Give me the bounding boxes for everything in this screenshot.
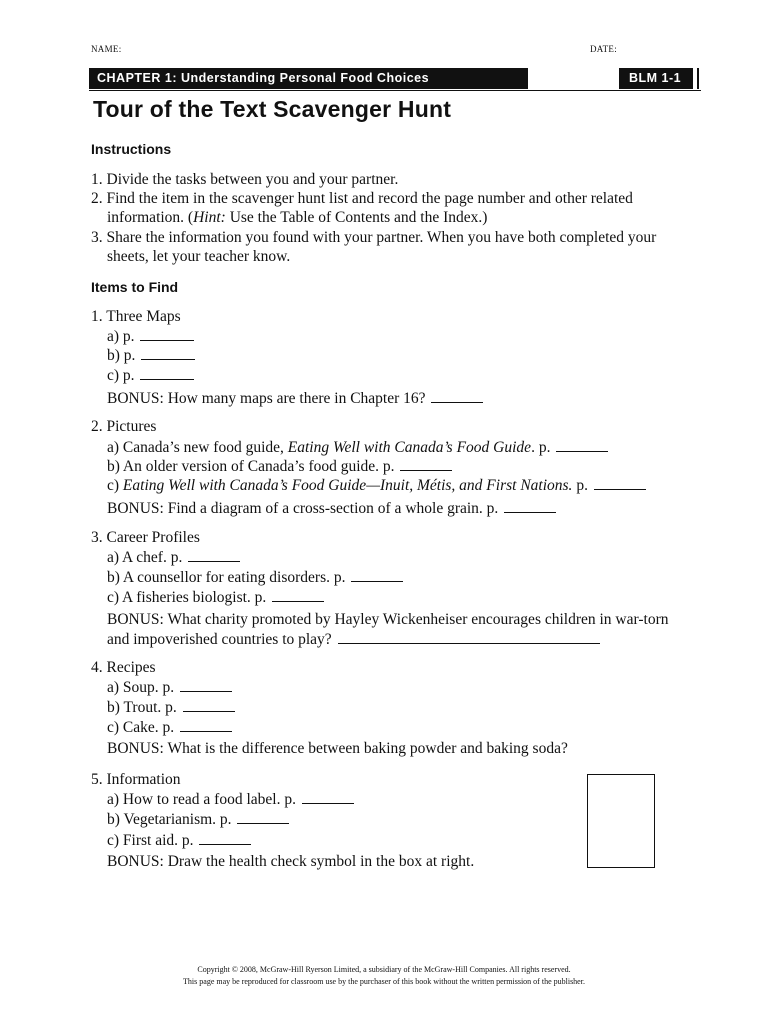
- health-check-drawing-box[interactable]: [587, 774, 655, 868]
- instruction-3: 3. Share the information you found with your partner. When you have both completed your: [91, 229, 657, 246]
- information-item-b: [107, 810, 289, 829]
- answer-blank[interactable]: [180, 719, 232, 732]
- pictures-item-a: [107, 438, 608, 457]
- pictures-c-page: p.: [572, 477, 588, 494]
- pictures-a-text: a) Canada’s new food guide,: [107, 439, 288, 456]
- recipes-c-text: c) Cake. p.: [107, 719, 175, 736]
- pictures-bonus: [107, 499, 556, 518]
- careers-bonus-cont: [107, 630, 600, 649]
- careers-bonus: BONUS: What charity promoted by Hayley Wickenheiser encourages children in war-torn: [107, 611, 669, 628]
- answer-blank[interactable]: [140, 328, 194, 341]
- information-item-a: [107, 790, 354, 809]
- recipes-title: 4. Recipes: [91, 659, 156, 676]
- maps-c-label: c) p.: [107, 367, 135, 384]
- instruction-1: 1. Divide the tasks between you and your partner.: [91, 171, 399, 188]
- reproduction-notice: This page may be reproduced for classroom use by the purchaser of this book without the written permission of the publisher.: [183, 977, 585, 986]
- information-c-text: c) First aid. p.: [107, 832, 194, 849]
- recipes-b-text: b) Trout. p.: [107, 699, 177, 716]
- name-label: NAME:: [91, 44, 122, 54]
- pictures-a-page: . p.: [531, 439, 551, 456]
- maps-bonus-text: BONUS: How many maps are there in Chapter 16?: [107, 390, 426, 407]
- careers-title: 3. Career Profiles: [91, 529, 200, 546]
- information-a-text: a) How to read a food label. p.: [107, 791, 296, 808]
- maps-bonus: [107, 389, 483, 408]
- pictures-c-text: c): [107, 477, 123, 494]
- information-b-text: b) Vegetarianism. p.: [107, 811, 232, 828]
- answer-blank[interactable]: [141, 347, 195, 360]
- information-bonus: BONUS: Draw the health check symbol in the box at right.: [107, 853, 475, 870]
- blm-tag: BLM 1-1: [619, 68, 693, 89]
- hint-label: Hint:: [193, 209, 226, 226]
- answer-blank[interactable]: [594, 477, 646, 490]
- answer-blank[interactable]: [180, 679, 232, 692]
- instruction-2: 2. Find the item in the scavenger hunt list and record the page number and other related: [91, 190, 633, 207]
- answer-blank[interactable]: [400, 458, 452, 471]
- maps-b-label: b) p.: [107, 347, 136, 364]
- answer-blank[interactable]: [351, 569, 403, 582]
- information-item-c: [107, 831, 251, 850]
- items-heading: Items to Find: [91, 279, 179, 295]
- answer-blank[interactable]: [302, 791, 354, 804]
- pictures-a-title: Eating Well with Canada’s Food Guide: [287, 439, 532, 456]
- answer-blank[interactable]: [183, 699, 235, 712]
- maps-item-c: [107, 366, 194, 385]
- answer-blank[interactable]: [237, 811, 289, 824]
- copyright-line: Copyright © 2008, McGraw-Hill Ryerson Limited, a subsidiary of the McGraw-Hill Companies. All rights reserved.: [197, 965, 571, 974]
- date-label: DATE:: [590, 44, 617, 54]
- careers-bonus-text: and impoverished countries to play?: [107, 631, 332, 648]
- header-divider-mark: [697, 68, 699, 89]
- instructions-heading: Instructions: [91, 141, 172, 157]
- answer-blank[interactable]: [556, 439, 608, 452]
- maps-item-a: [107, 327, 194, 346]
- recipes-item-a: [107, 678, 232, 697]
- answer-blank[interactable]: [504, 500, 556, 513]
- instruction-3-cont: sheets, let your teacher know.: [107, 248, 291, 265]
- pictures-title: 2. Pictures: [91, 418, 157, 435]
- recipes-item-b: [107, 698, 235, 717]
- recipes-bonus: BONUS: What is the difference between baking powder and baking soda?: [107, 740, 568, 757]
- answer-blank[interactable]: [431, 390, 483, 403]
- careers-b-text: b) A counsellor for eating disorders. p.: [107, 569, 346, 586]
- maps-a-label: a) p.: [107, 328, 135, 345]
- careers-item-b: [107, 568, 403, 587]
- answer-blank[interactable]: [199, 832, 251, 845]
- answer-blank[interactable]: [272, 589, 324, 602]
- answer-blank[interactable]: [338, 631, 600, 644]
- maps-title: 1. Three Maps: [91, 308, 181, 325]
- careers-item-c: [107, 588, 324, 607]
- answer-blank[interactable]: [188, 549, 240, 562]
- pictures-bonus-text: BONUS: Find a diagram of a cross-section of a whole grain. p.: [107, 500, 499, 517]
- maps-item-b: [107, 346, 195, 365]
- instruction-2-text: information. (: [107, 209, 194, 226]
- instruction-2-hint-text: Use the Table of Contents and the Index.): [225, 209, 488, 226]
- pictures-item-c: [107, 476, 646, 495]
- pictures-b-text: b) An older version of Canada’s food guide. p.: [107, 458, 395, 475]
- careers-c-text: c) A fisheries biologist. p.: [107, 589, 267, 606]
- pictures-item-b: [107, 457, 452, 476]
- recipes-item-c: [107, 718, 232, 737]
- chapter-banner: CHAPTER 1: Understanding Personal Food Choices: [89, 68, 528, 89]
- header-rule: [89, 90, 701, 91]
- answer-blank[interactable]: [140, 367, 194, 380]
- instruction-2-cont: [107, 208, 487, 227]
- pictures-c-title: Eating Well with Canada’s Food Guide—Inuit, Métis, and First Nations.: [122, 477, 573, 494]
- careers-a-text: a) A chef. p.: [107, 549, 183, 566]
- careers-item-a: [107, 548, 240, 567]
- information-title: 5. Information: [91, 771, 181, 788]
- page-title: Tour of the Text Scavenger Hunt: [93, 96, 452, 122]
- recipes-a-text: a) Soup. p.: [107, 679, 175, 696]
